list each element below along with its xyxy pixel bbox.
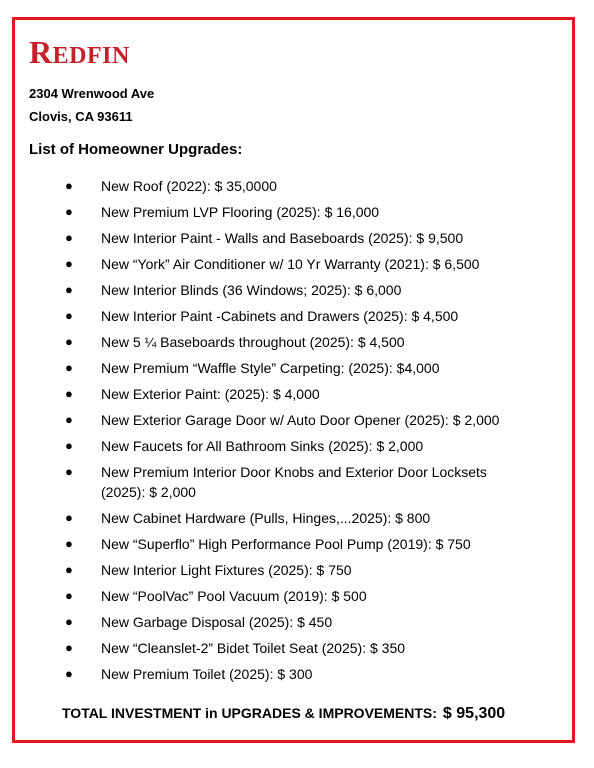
upgrade-text: New Interior Paint -Cabinets and Drawers (2025): $ 4,500 (101, 308, 459, 324)
upgrade-item (0, 612, 521, 632)
upgrade-item (0, 560, 521, 580)
upgrade-item (0, 176, 521, 196)
upgrade-item (0, 228, 521, 248)
upgrade-item (0, 384, 521, 404)
logo-initial: R (29, 34, 53, 70)
upgrade-text: New Premium LVP Flooring (2025): $ 16,000 (101, 204, 380, 220)
upgrade-text: New “PoolVac” Pool Vacuum (2019): $ 500 (101, 588, 367, 604)
upgrade-item (0, 462, 521, 502)
upgrade-text: New Premium “Waffle Style” Carpeting: (2025): $4,000 (101, 360, 440, 376)
upgrade-item (0, 638, 521, 658)
upgrade-item (0, 534, 521, 554)
bullet-icon: ● (65, 204, 73, 219)
bullet-icon: ● (65, 412, 73, 427)
upgrade-text: New “Cleanslet-2” Bidet Toilet Seat (2025): $ 350 (101, 640, 406, 656)
upgrade-text: New Exterior Garage Door w/ Auto Door Opener (2025): $ 2,000 (101, 412, 500, 428)
upgrades-title: List of Homeowner Upgrades: (29, 141, 243, 158)
logo-rest: EDFIN (52, 43, 130, 69)
bullet-icon: ● (65, 308, 73, 323)
upgrade-text: New Interior Blinds (36 Windows; 2025): $ 6,000 (101, 282, 402, 298)
bullet-icon: ● (65, 510, 73, 525)
upgrade-item (0, 202, 521, 222)
total-amount: $ 95,300 (442, 705, 506, 722)
bullet-icon: ● (65, 562, 73, 577)
upgrade-item (0, 508, 521, 528)
upgrade-text: New Cabinet Hardware (Pulls, Hinges,...2025): $ 800 (101, 510, 431, 526)
bullet-icon: ● (65, 536, 73, 551)
upgrade-text: New Interior Light Fixtures (2025): $ 750 (101, 562, 352, 578)
total-investment (62, 705, 505, 723)
upgrade-item (0, 280, 521, 300)
upgrade-item (0, 306, 521, 326)
bullet-icon: ● (65, 256, 73, 271)
bullet-icon: ● (65, 640, 73, 655)
upgrade-text: New Roof (2022): $ 35,0000 (101, 178, 277, 194)
upgrade-text: New Exterior Paint: (2025): $ 4,000 (101, 386, 320, 402)
upgrade-text: New Premium Interior Door Knobs and Exterior Door Locksets (2025): $ 2,000 (101, 464, 487, 500)
upgrade-item (0, 436, 521, 456)
bullet-icon: ● (65, 666, 73, 681)
bullet-icon: ● (65, 178, 73, 193)
bullet-icon: ● (65, 464, 73, 479)
upgrade-text: New Faucets for All Bathroom Sinks (2025): $ 2,000 (101, 438, 424, 454)
property-address (29, 82, 154, 128)
upgrade-text: New 5 ¼ Baseboards throughout (2025): $ 4,500 (101, 334, 405, 350)
upgrades-list (0, 176, 594, 690)
address-street: 2304 Wrenwood Ave (29, 86, 155, 101)
bullet-icon: ● (65, 614, 73, 629)
address-city: Clovis, CA 93611 (29, 109, 133, 124)
upgrade-item (0, 586, 521, 606)
bullet-icon: ● (65, 282, 73, 297)
upgrade-text: New Garbage Disposal (2025): $ 450 (101, 614, 333, 630)
bullet-icon: ● (65, 230, 73, 245)
upgrade-item (0, 358, 521, 378)
upgrade-item (0, 254, 521, 274)
upgrade-text: New Interior Paint - Walls and Baseboards (2025): $ 9,500 (101, 230, 464, 246)
upgrade-item (0, 332, 521, 352)
redfin-logo (29, 36, 130, 68)
upgrade-text: New “York” Air Conditioner w/ 10 Yr Warranty (2021): $ 6,500 (101, 256, 480, 272)
bullet-icon: ● (65, 334, 73, 349)
bullet-icon: ● (65, 438, 73, 453)
upgrade-text: New Premium Toilet (2025): $ 300 (101, 666, 313, 682)
upgrade-item (0, 410, 521, 430)
upgrade-text: New “Superflo” High Performance Pool Pump (2019): $ 750 (101, 536, 471, 552)
total-label: TOTAL INVESTMENT in UPGRADES & IMPROVEMENTS: (62, 705, 437, 721)
bullet-icon: ● (65, 386, 73, 401)
bullet-icon: ● (65, 588, 73, 603)
upgrade-item (0, 664, 521, 684)
bullet-icon: ● (65, 360, 73, 375)
